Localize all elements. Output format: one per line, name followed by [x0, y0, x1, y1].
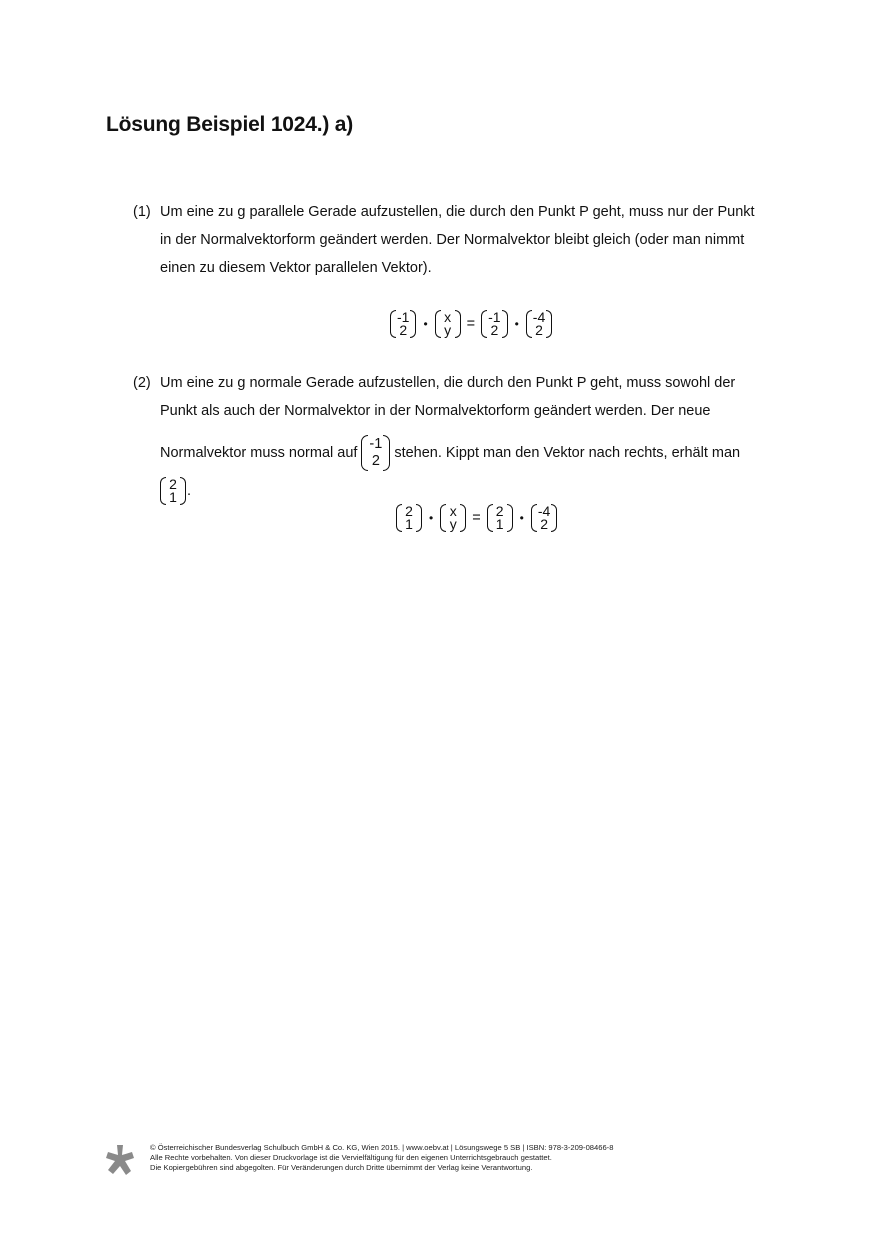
point-vector — [531, 504, 557, 532]
text-line: Punkt als auch der Normalvektor in der Normalvektorform geändert werden. Der neue — [160, 403, 711, 419]
text-segment: stehen. Kippt man den Vektor nach rechts, erhält man — [394, 445, 741, 461]
dot-operator: • — [519, 511, 524, 525]
solution-step-2 — [133, 369, 783, 505]
vector-component: 1 — [169, 489, 177, 505]
vector-component: 2 — [371, 453, 380, 469]
point-vector — [526, 310, 552, 338]
text-line — [160, 431, 783, 475]
vector-component: -1 — [369, 436, 383, 452]
text-line: in der Normalvektorform geändert werden. Der Normalvektor bleibt gleich (oder man nimmt — [160, 232, 745, 248]
vector-component: 2 — [535, 322, 543, 338]
vector-component: y — [449, 516, 457, 532]
equation-normal-line — [396, 504, 557, 532]
vector-component: y — [444, 322, 452, 338]
vector-component: 1 — [405, 516, 413, 532]
vector-component: 2 — [399, 322, 408, 338]
step-body — [160, 198, 783, 282]
variable-vector — [435, 310, 461, 338]
footer-line: Alle Rechte vorbehalten. Von dieser Druckvorlage ist die Vervielfältigung für den eigenen Unterrichtsgebrauch gestattet. — [150, 1153, 552, 1163]
text-line: einen zu diesem Vektor parallelen Vektor). — [160, 260, 432, 276]
dot-operator: • — [514, 317, 519, 331]
normal-vector — [487, 504, 513, 532]
equation-parallel-line — [390, 310, 552, 338]
oebv-logo-icon — [104, 1144, 136, 1176]
text-line: Um eine zu g normale Gerade aufzustellen, die durch den Punkt P geht, muss sowohl der — [160, 375, 736, 391]
equals-sign: = — [466, 316, 476, 332]
footer — [104, 1143, 613, 1176]
vector-component: 2 — [495, 503, 504, 519]
vector-component: x — [444, 309, 452, 325]
vector-component: 2 — [405, 503, 413, 519]
equals-sign: = — [472, 510, 481, 526]
footer-line: Die Kopiergebühren sind abgegolten. Für Veränderungen durch Dritte übernimmt der Verlag keine Verantwortung. — [150, 1163, 533, 1173]
step-body — [160, 369, 783, 505]
rotated-normal-vector — [160, 477, 186, 505]
step-number: (2) — [133, 375, 151, 391]
vector-component: -1 — [488, 309, 501, 325]
vector-component: -4 — [532, 309, 546, 325]
variable-vector — [440, 504, 466, 532]
text-segment: . — [187, 483, 192, 499]
dot-operator: • — [423, 317, 428, 331]
step-number: (1) — [133, 204, 151, 220]
normal-vector — [390, 310, 416, 338]
vector-component: 1 — [495, 516, 504, 532]
dot-operator: • — [429, 511, 434, 525]
normal-vector — [361, 435, 390, 471]
text-line — [160, 477, 783, 505]
text-line: Um eine zu g parallele Gerade aufzustellen, die durch den Punkt P geht, muss nur der Punkt — [160, 204, 755, 220]
normal-vector — [481, 310, 507, 338]
solution-step-1 — [133, 198, 783, 282]
vector-component: x — [449, 503, 457, 519]
vector-component: -1 — [397, 309, 410, 325]
vector-component: -4 — [537, 503, 551, 519]
text-segment: Normalvektor muss normal auf — [160, 445, 358, 461]
normal-vector — [396, 504, 422, 532]
copyright-notice — [150, 1143, 613, 1174]
vector-component: 2 — [169, 476, 177, 492]
vector-component: 2 — [490, 322, 499, 338]
footer-line: © Österreichischer Bundesverlag Schulbuch GmbH & Co. KG, Wien 2015. | www.oebv.at | Lösungswege 5 SB | ISBN: 978-3-209-08466-8 — [150, 1143, 614, 1152]
page-title: Lösung Beispiel 1024.) a) — [106, 113, 354, 136]
vector-component: 2 — [540, 516, 548, 532]
